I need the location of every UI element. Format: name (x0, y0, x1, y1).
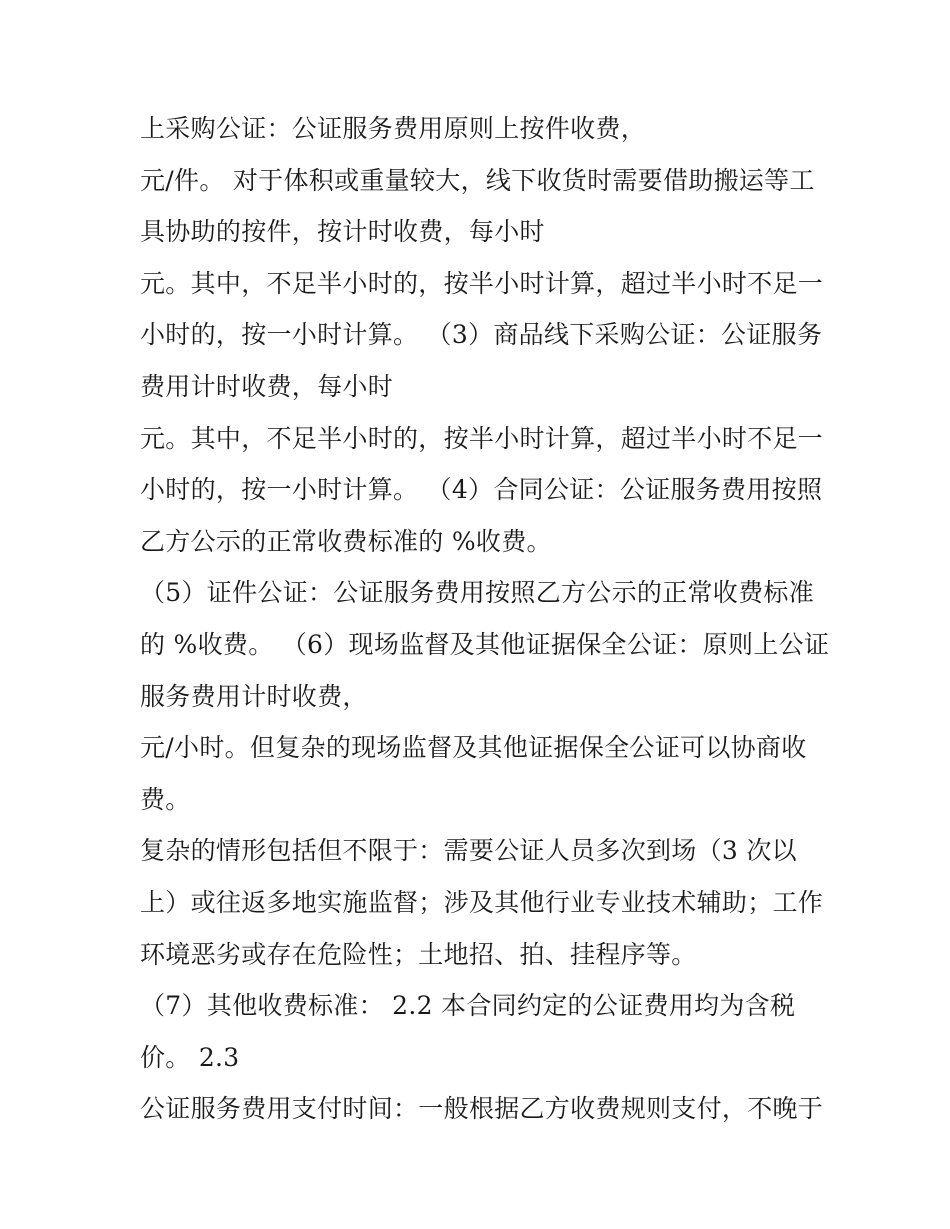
text-line: 费。 (140, 784, 191, 814)
text-line: 费用计时收费，每小时 (140, 371, 394, 401)
text-line: 公证服务费用支付时间：一般根据乙方收费规则支付，不晚于 (140, 1094, 824, 1124)
text-line: 小时的，按一小时计算。 （4）合同公证：公证服务费用按照 (140, 475, 823, 505)
text-line: 上）或往返多地实施监督；涉及其他行业专业技术辅助；工作 (140, 887, 824, 917)
text-line: 小时的，按一小时计算。 （3）商品线下采购公证：公证服务 (140, 320, 823, 350)
text-line: 服务费用计时收费， (140, 681, 368, 711)
text-line: 元/小时。但复杂的现场监督及其他证据保全公证可以协商收 (140, 733, 807, 763)
text-line: 复杂的情形包括但不限于：需要公证人员多次到场（3 次以 (140, 836, 797, 866)
text-line: 上采购公证：公证服务费用原则上按件收费， (140, 114, 647, 143)
text-line: 环境恶劣或存在危险性；土地招、拍、挂程序等。 (140, 939, 697, 969)
document-body (140, 103, 830, 1135)
text-line: 乙方公示的正常收费标准的 %收费。 (140, 526, 552, 556)
text-line: 的 %收费。 （6）现场监督及其他证据保全公证：原则上公证 (140, 629, 830, 659)
text-line: 元/件。 对于体积或重量较大，线下收货时需要借助搬运等工 (140, 165, 815, 195)
text-line: 具协助的按件，按计时收费，每小时 (140, 217, 545, 247)
text-line: （7）其他收费标准： 2.2 本合同约定的公证费用均为含税 (140, 991, 796, 1021)
text-line: 元。其中，不足半小时的，按半小时计算，超过半小时不足一 (140, 423, 824, 453)
text-line: 价。 2.3 (140, 1042, 240, 1072)
text-line: （5）证件公证：公证服务费用按照乙方公示的正常收费标准 (140, 578, 815, 608)
text-line: 元。其中，不足半小时的，按半小时计算，超过半小时不足一 (140, 268, 824, 298)
